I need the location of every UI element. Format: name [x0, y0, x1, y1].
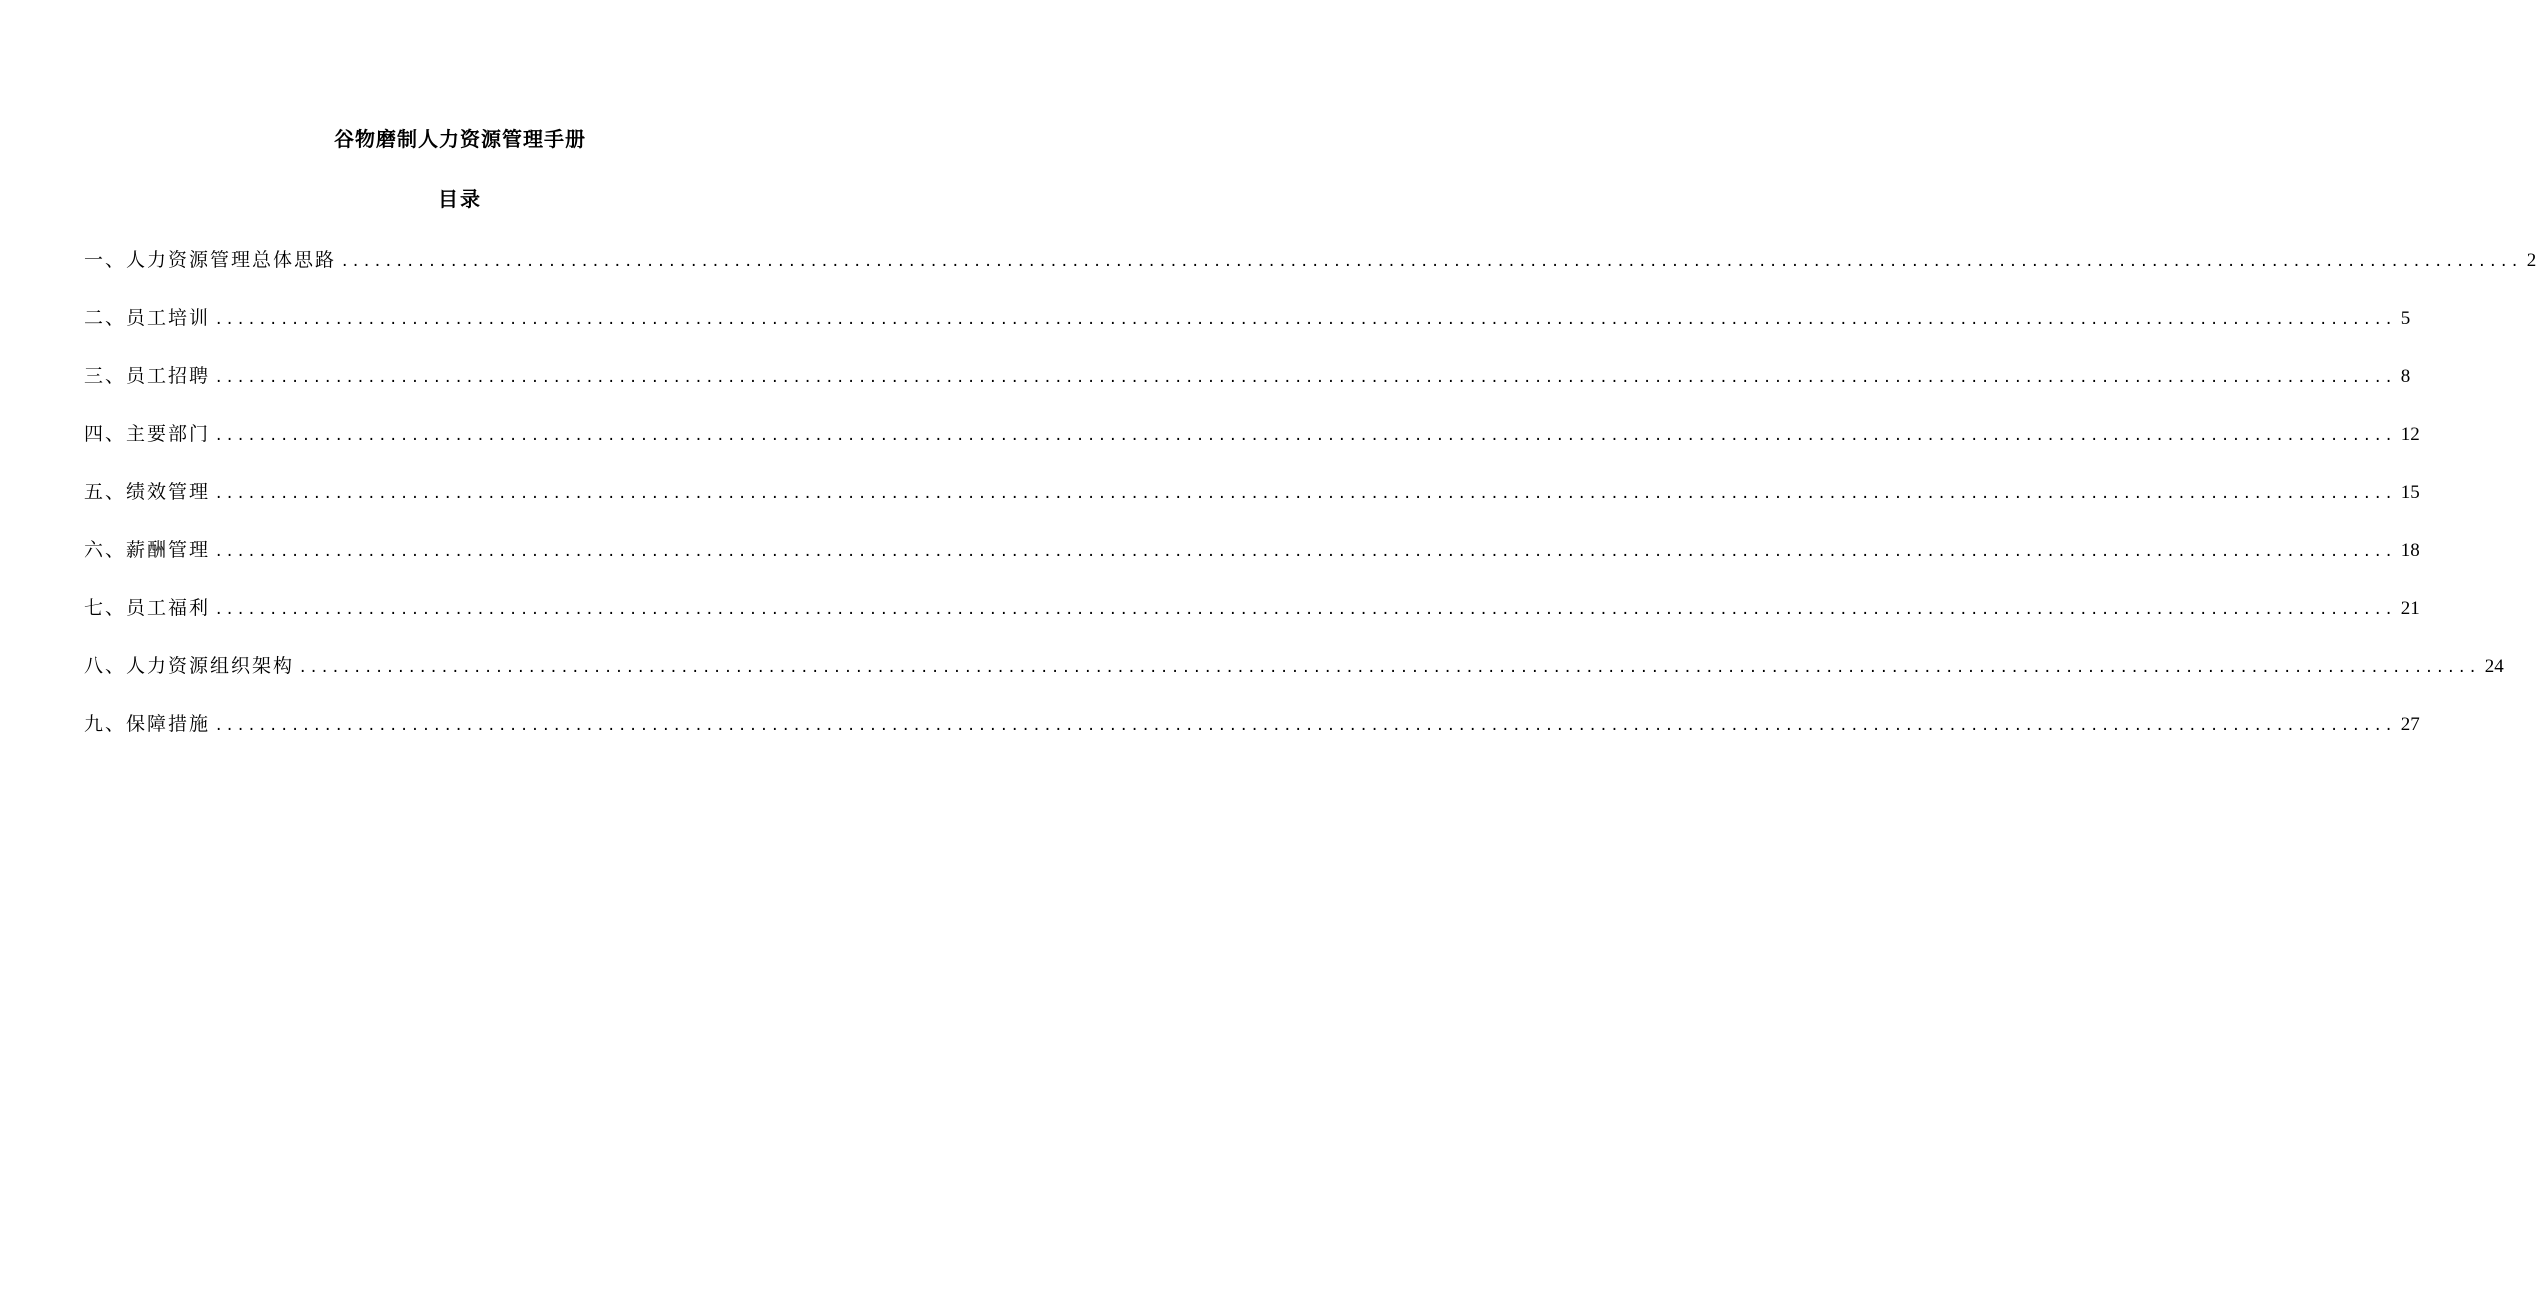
toc-entry[interactable]	[84, 303, 2411, 361]
toc-dot-leader: ........................................................................................................................................................................................................	[216, 367, 2397, 387]
toc-dot-leader: ........................................................................................................................................................................................................	[300, 657, 2481, 677]
toc-entry-page-number: 8	[2400, 366, 2411, 387]
toc-dot-leader: ........................................................................................................................................................................................................	[216, 309, 2397, 329]
toc-entry-label: 二、员工培训	[84, 307, 211, 329]
toc-dot-leader: ........................................................................................................................................................................................................	[216, 541, 2397, 561]
toc-entry[interactable]	[84, 593, 2420, 651]
toc-heading: 目录	[438, 187, 482, 211]
toc-entry-label: 五、绩效管理	[84, 481, 211, 503]
toc-entry-label: 一、人力资源管理总体思路	[84, 249, 337, 271]
toc-entry[interactable]	[84, 535, 2420, 593]
toc-entry-label: 七、员工福利	[84, 597, 211, 619]
toc-dot-leader: ........................................................................................................................................................................................................	[342, 251, 2523, 271]
toc-entry-label: 九、保障措施	[84, 713, 211, 735]
toc-entry-page-number: 12	[2400, 424, 2420, 445]
toc-entry-page-number: 2	[2526, 250, 2536, 271]
toc-dot-leader: ........................................................................................................................................................................................................	[216, 715, 2397, 735]
toc-entry[interactable]	[84, 419, 2420, 477]
toc-entry[interactable]	[84, 477, 2420, 535]
table-of-contents	[84, 245, 2536, 767]
toc-entry-page-number: 5	[2400, 308, 2411, 329]
toc-dot-leader: ........................................................................................................................................................................................................	[216, 599, 2397, 619]
toc-entry[interactable]	[84, 709, 2420, 767]
toc-entry-label: 八、人力资源组织架构	[84, 655, 295, 677]
toc-entry[interactable]	[84, 361, 2411, 419]
toc-entry-page-number: 18	[2400, 540, 2420, 561]
toc-entry-page-number: 27	[2400, 714, 2420, 735]
toc-entry[interactable]	[84, 651, 2504, 709]
toc-entry-page-number: 15	[2400, 482, 2420, 503]
toc-dot-leader: ........................................................................................................................................................................................................	[216, 483, 2397, 503]
toc-entry[interactable]	[84, 245, 2536, 303]
toc-dot-leader: ........................................................................................................................................................................................................	[216, 425, 2397, 445]
toc-entry-label: 三、员工招聘	[84, 365, 211, 387]
toc-entry-label: 四、主要部门	[84, 423, 211, 445]
toc-entry-page-number: 21	[2400, 598, 2420, 619]
toc-entry-label: 六、薪酬管理	[84, 539, 211, 561]
toc-entry-page-number: 24	[2484, 656, 2504, 677]
document-title: 谷物磨制人力资源管理手册	[334, 127, 586, 151]
